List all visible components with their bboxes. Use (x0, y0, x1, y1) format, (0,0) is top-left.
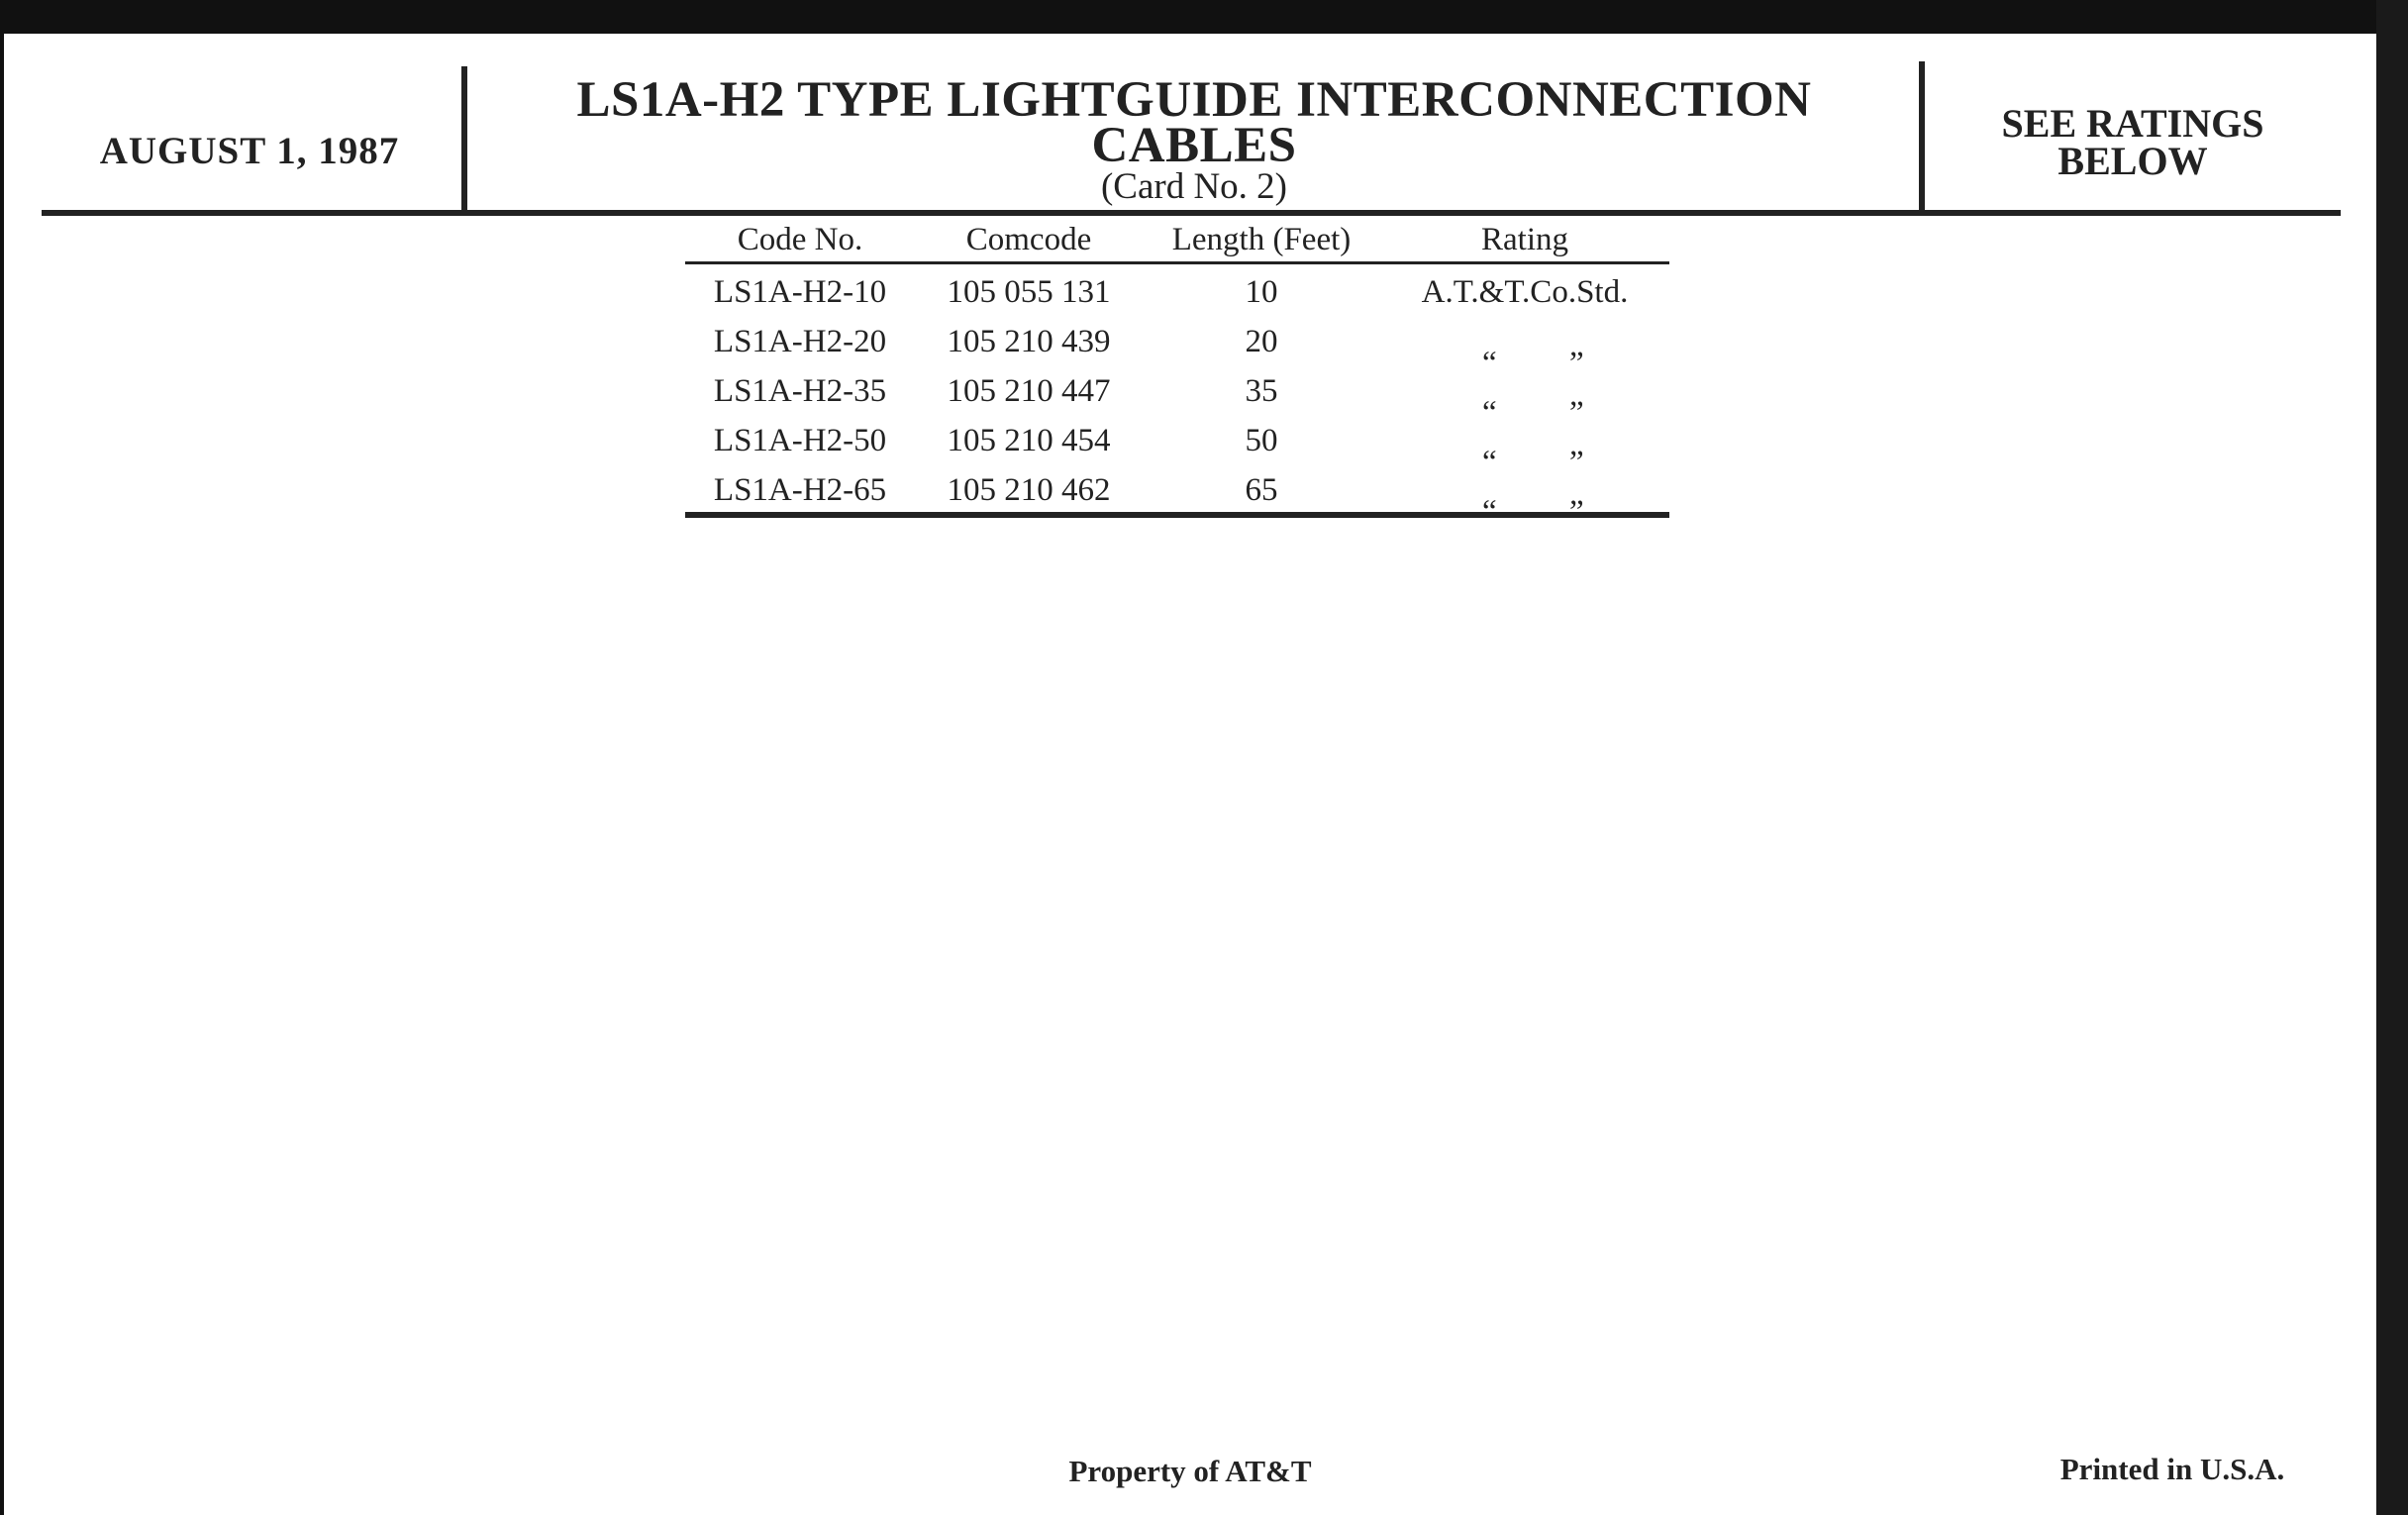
table-bottom-rule (685, 512, 1669, 518)
header-rule (42, 210, 2341, 216)
table-row (685, 462, 1669, 530)
cell-rating (1380, 373, 1669, 431)
footer-printed: Printed in U.S.A. (2059, 1452, 2285, 1486)
card-number: (Card No. 2) (1100, 166, 1288, 207)
cable-table (685, 222, 1669, 530)
cell-code: LS1A-H2-65 (713, 472, 887, 508)
cell-length: 35 (1245, 373, 1278, 409)
cell-length: 65 (1245, 472, 1278, 508)
column-header-comcode: Comcode (965, 222, 1092, 257)
ditto-mark-open: “ (1482, 445, 1497, 480)
cell-rating (1380, 472, 1669, 530)
ditto-mark-close: ” (1569, 494, 1584, 530)
cell-rating: A.T.&T.Co.Std. (1421, 274, 1629, 310)
cell-length: 20 (1245, 324, 1278, 359)
column-header-code: Code No. (737, 222, 863, 257)
cell-rating (1380, 423, 1669, 480)
title-line-1: LS1A-H2 TYPE LIGHTGUIDE INTERCONNECTION (576, 72, 1812, 128)
ditto-mark-close: ” (1569, 346, 1584, 381)
ratings-note (1925, 101, 2341, 183)
cell-comcode: 105 210 439 (947, 324, 1111, 359)
cell-code: LS1A-H2-50 (713, 423, 887, 458)
issue-date: AUGUST 1, 1987 (99, 130, 400, 172)
cell-comcode: 105 210 462 (947, 472, 1111, 508)
ditto-mark-open: “ (1482, 494, 1497, 530)
cell-code: LS1A-H2-20 (713, 324, 887, 359)
ditto-mark-open: “ (1482, 395, 1497, 431)
table-row (685, 314, 1669, 381)
table-row (685, 413, 1669, 480)
column-header-rating: Rating (1481, 222, 1568, 257)
ditto-mark-open: “ (1482, 346, 1497, 381)
ratings-line-1: SEE RATINGS (2001, 101, 2264, 146)
header-divider-left (461, 66, 467, 215)
cell-comcode: 105 210 454 (947, 423, 1111, 458)
ditto-mark-close: ” (1569, 395, 1584, 431)
document-card (4, 34, 2376, 1515)
table-row (685, 264, 1669, 314)
table-row (685, 363, 1669, 431)
cell-comcode: 105 055 131 (947, 274, 1111, 310)
title-block (469, 72, 1919, 207)
cell-code: LS1A-H2-10 (713, 274, 887, 310)
cell-length: 50 (1245, 423, 1278, 458)
table-header (685, 222, 1669, 261)
column-header-length: Length (Feet) (1171, 222, 1352, 257)
cell-rating (1380, 324, 1669, 381)
scan-border (2376, 0, 2408, 1515)
footer-property: Property of AT&T (1068, 1454, 1312, 1488)
cell-length: 10 (1245, 274, 1278, 310)
ratings-line-2: BELOW (2057, 139, 2208, 183)
title-line-2: CABLES (1091, 118, 1297, 173)
cell-comcode: 105 210 447 (947, 373, 1111, 409)
cell-code: LS1A-H2-35 (713, 373, 887, 409)
ditto-mark-close: ” (1569, 445, 1584, 480)
